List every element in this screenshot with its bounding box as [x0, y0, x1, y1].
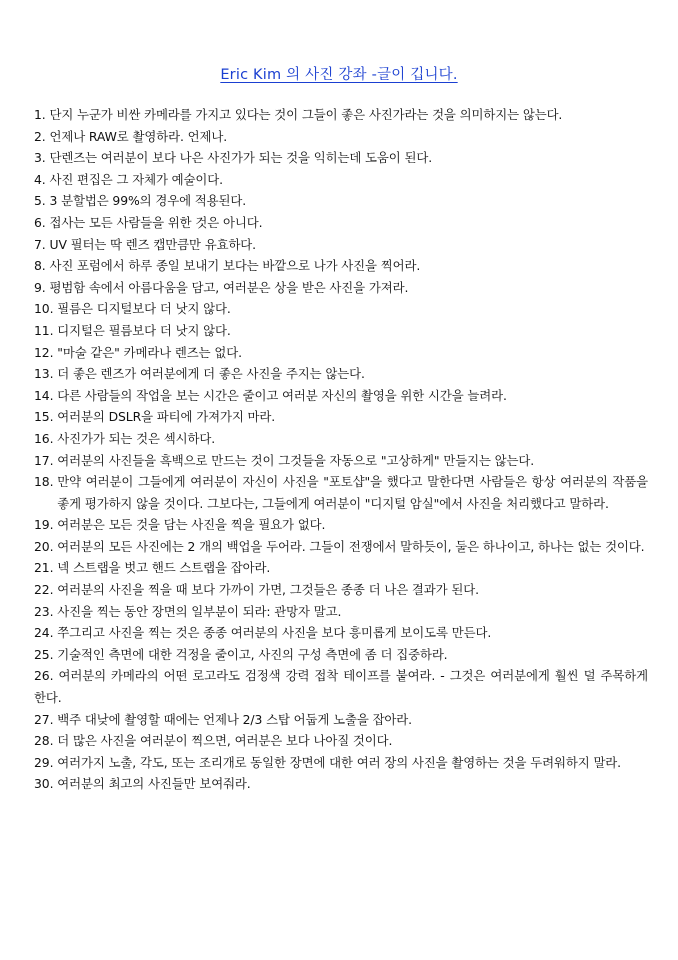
list-item-text: 넥 스트랩을 벗고 핸드 스트랩을 잡아라.	[57, 560, 271, 576]
list-item-text: 여러가지 노출, 각도, 또는 조리개로 동일한 장면에 대한 여러 장의 사진을 촬영하는 것을 두려워하지 말라.	[57, 754, 622, 770]
list-item-number: 30.	[34, 776, 58, 792]
list-item	[34, 147, 648, 169]
list-item-text: 단지 누군가 비싼 카메라를 가지고 있다는 것이 그들이 좋은 사진가라는 것을 의미하지는 않는다.	[49, 107, 563, 122]
list-item-number: 22.	[34, 582, 58, 598]
list-item	[34, 622, 648, 644]
list-item-number: 24.	[34, 625, 58, 641]
document-title: Eric Kim 의 사진 강좌 -글이 깁니다.	[220, 67, 458, 83]
tips-list	[34, 104, 648, 795]
list-item-number: 11.	[34, 322, 58, 338]
list-item-number: 2.	[34, 128, 50, 144]
list-item	[34, 514, 648, 536]
list-item-text: 여러분의 카메라의 어떤 로고라도 검정색 강력 접착 테이프를 붙여라. - 그것은 여러분에게 훨씬 덜 주목하게 한다.	[34, 668, 648, 706]
list-item-text: 사진가가 되는 것은 섹시하다.	[57, 430, 216, 446]
list-item-text: 접사는 모든 사람들을 위한 것은 아니다.	[49, 214, 263, 230]
list-item	[34, 471, 648, 514]
list-item-number: 1.	[34, 107, 50, 122]
list-item	[34, 428, 648, 450]
list-item-number: 15.	[34, 409, 58, 425]
list-item	[34, 212, 648, 234]
list-item-number: 27.	[34, 711, 58, 727]
list-item	[34, 557, 648, 579]
list-item-number: 25.	[34, 646, 58, 662]
list-item-text: 쭈그리고 사진을 찍는 것은 종종 여러분의 사진을 보다 흥미롭게 보이도록 만든다.	[57, 625, 492, 641]
list-item-text: 더 많은 사진을 여러분이 찍으면, 여러분은 보다 나아질 것이다.	[57, 733, 393, 749]
list-item-number: 23.	[34, 603, 58, 619]
list-item-number: 14.	[34, 387, 58, 403]
list-item-text: 사진 포럼에서 하루 종일 보내기 보다는 바깥으로 나가 사진을 찍어라.	[49, 258, 421, 274]
list-item-number: 9.	[34, 279, 50, 295]
list-item	[34, 709, 648, 731]
list-item-number: 16.	[34, 430, 58, 446]
list-item	[34, 579, 648, 601]
list-item-number: 21.	[34, 560, 58, 576]
list-item-number: 19.	[34, 517, 58, 533]
list-item-text: 백주 대낮에 촬영할 때에는 언제나 2/3 스탑 어둡게 노출을 잡아라.	[57, 711, 413, 727]
list-item	[34, 450, 648, 472]
list-item-text: 언제나 RAW로 촬영하라. 언제나.	[49, 128, 228, 144]
list-item	[34, 126, 648, 148]
list-item-number: 7.	[34, 236, 50, 252]
list-item-text: 사진 편집은 그 자체가 예술이다.	[49, 171, 223, 187]
list-item	[34, 752, 648, 774]
list-item-text: 기술적인 측면에 대한 걱정을 줄이고, 사진의 구성 측면에 좀 더 집중하라.	[57, 646, 448, 662]
list-item	[34, 644, 648, 666]
list-item-text: "마술 같은" 카메라나 렌즈는 없다.	[57, 344, 242, 360]
list-item	[34, 277, 648, 299]
list-item	[34, 255, 648, 277]
list-item-text: 여러분의 사진을 찍을 때 보다 가까이 가면, 그것들은 종종 더 나은 결과가 된다.	[57, 582, 479, 598]
list-item-text: 여러분의 모든 사진에는 2 개의 백업을 두어라. 그들이 전쟁에서 말하듯이, 둘은 하나이고, 하나는 없는 것이다.	[57, 538, 645, 554]
list-item	[34, 190, 648, 212]
list-item-number: 4.	[34, 171, 50, 187]
list-item	[34, 665, 648, 708]
list-item-number: 12.	[34, 344, 58, 360]
list-item	[34, 104, 648, 126]
list-item-text: 디지털은 필름보다 더 낫지 않다.	[57, 322, 231, 338]
list-item-text: 만약 여러분이 그들에게 여러분이 자신이 사진을 "포토샵"을 했다고 말한다면 사람들은 항상 여러분의 작품을 좋게 평가하지 않을 것이다. 그보다는, 그들에게 여러분이 "디지털 암실"에서 사진을 처리했다고 말하라.	[57, 474, 648, 511]
list-item	[34, 406, 648, 428]
list-item-text: 여러분의 DSLR을 파티에 가져가지 마라.	[57, 409, 276, 425]
list-item-text: 여러분의 사진들을 흑백으로 만드는 것이 그것들을 자동으로 "고상하게" 만들지는 않는다.	[57, 452, 535, 468]
list-item-number: 13.	[34, 366, 58, 382]
list-item-number: 17.	[34, 452, 58, 468]
list-item-text: 3 분할법은 99%의 경우에 적용된다.	[49, 193, 247, 209]
list-item-text: 더 좋은 렌즈가 여러분에게 더 좋은 사진을 주지는 않는다.	[57, 366, 365, 382]
list-item	[34, 234, 648, 256]
list-item-number: 20.	[34, 538, 58, 554]
list-item	[34, 169, 648, 191]
list-item-text: 여러분은 모든 것을 담는 사진을 찍을 필요가 없다.	[57, 517, 326, 533]
list-item-number: 5.	[34, 193, 50, 209]
list-item-text: 단렌즈는 여러분이 보다 나은 사진가가 되는 것을 익히는데 도움이 된다.	[49, 150, 433, 166]
list-item	[34, 730, 648, 752]
list-item-number: 10.	[34, 301, 58, 317]
list-item-text: 다른 사람들의 작업을 보는 시간은 줄이고 여러분 자신의 촬영을 위한 시간을 늘려라.	[57, 387, 507, 403]
list-item	[34, 773, 648, 795]
list-item	[34, 385, 648, 407]
list-item	[34, 342, 648, 364]
list-item	[34, 536, 648, 558]
list-item	[34, 363, 648, 385]
list-item-number: 3.	[34, 150, 50, 166]
list-item	[34, 298, 648, 320]
list-item-number: 18.	[34, 474, 58, 490]
list-item-text: 사진을 찍는 동안 장면의 일부분이 되라: 관망자 말고.	[57, 603, 342, 619]
list-item	[34, 320, 648, 342]
list-item	[34, 601, 648, 623]
list-item-number: 26.	[34, 668, 59, 684]
list-item-number: 8.	[34, 258, 50, 274]
list-item-number: 29.	[34, 754, 58, 770]
list-item-number: 28.	[34, 733, 58, 749]
list-item-number: 6.	[34, 214, 50, 230]
list-item-text: 여러분의 최고의 사진들만 보여줘라.	[57, 776, 251, 792]
list-item-text: UV 필터는 딱 렌즈 캡만큼만 유효하다.	[49, 236, 257, 252]
list-item-text: 필름은 디지털보다 더 낫지 않다.	[57, 301, 231, 317]
list-item-text: 평범함 속에서 아름다움을 담고, 여러분은 상을 받은 사진을 가져라.	[49, 279, 409, 295]
